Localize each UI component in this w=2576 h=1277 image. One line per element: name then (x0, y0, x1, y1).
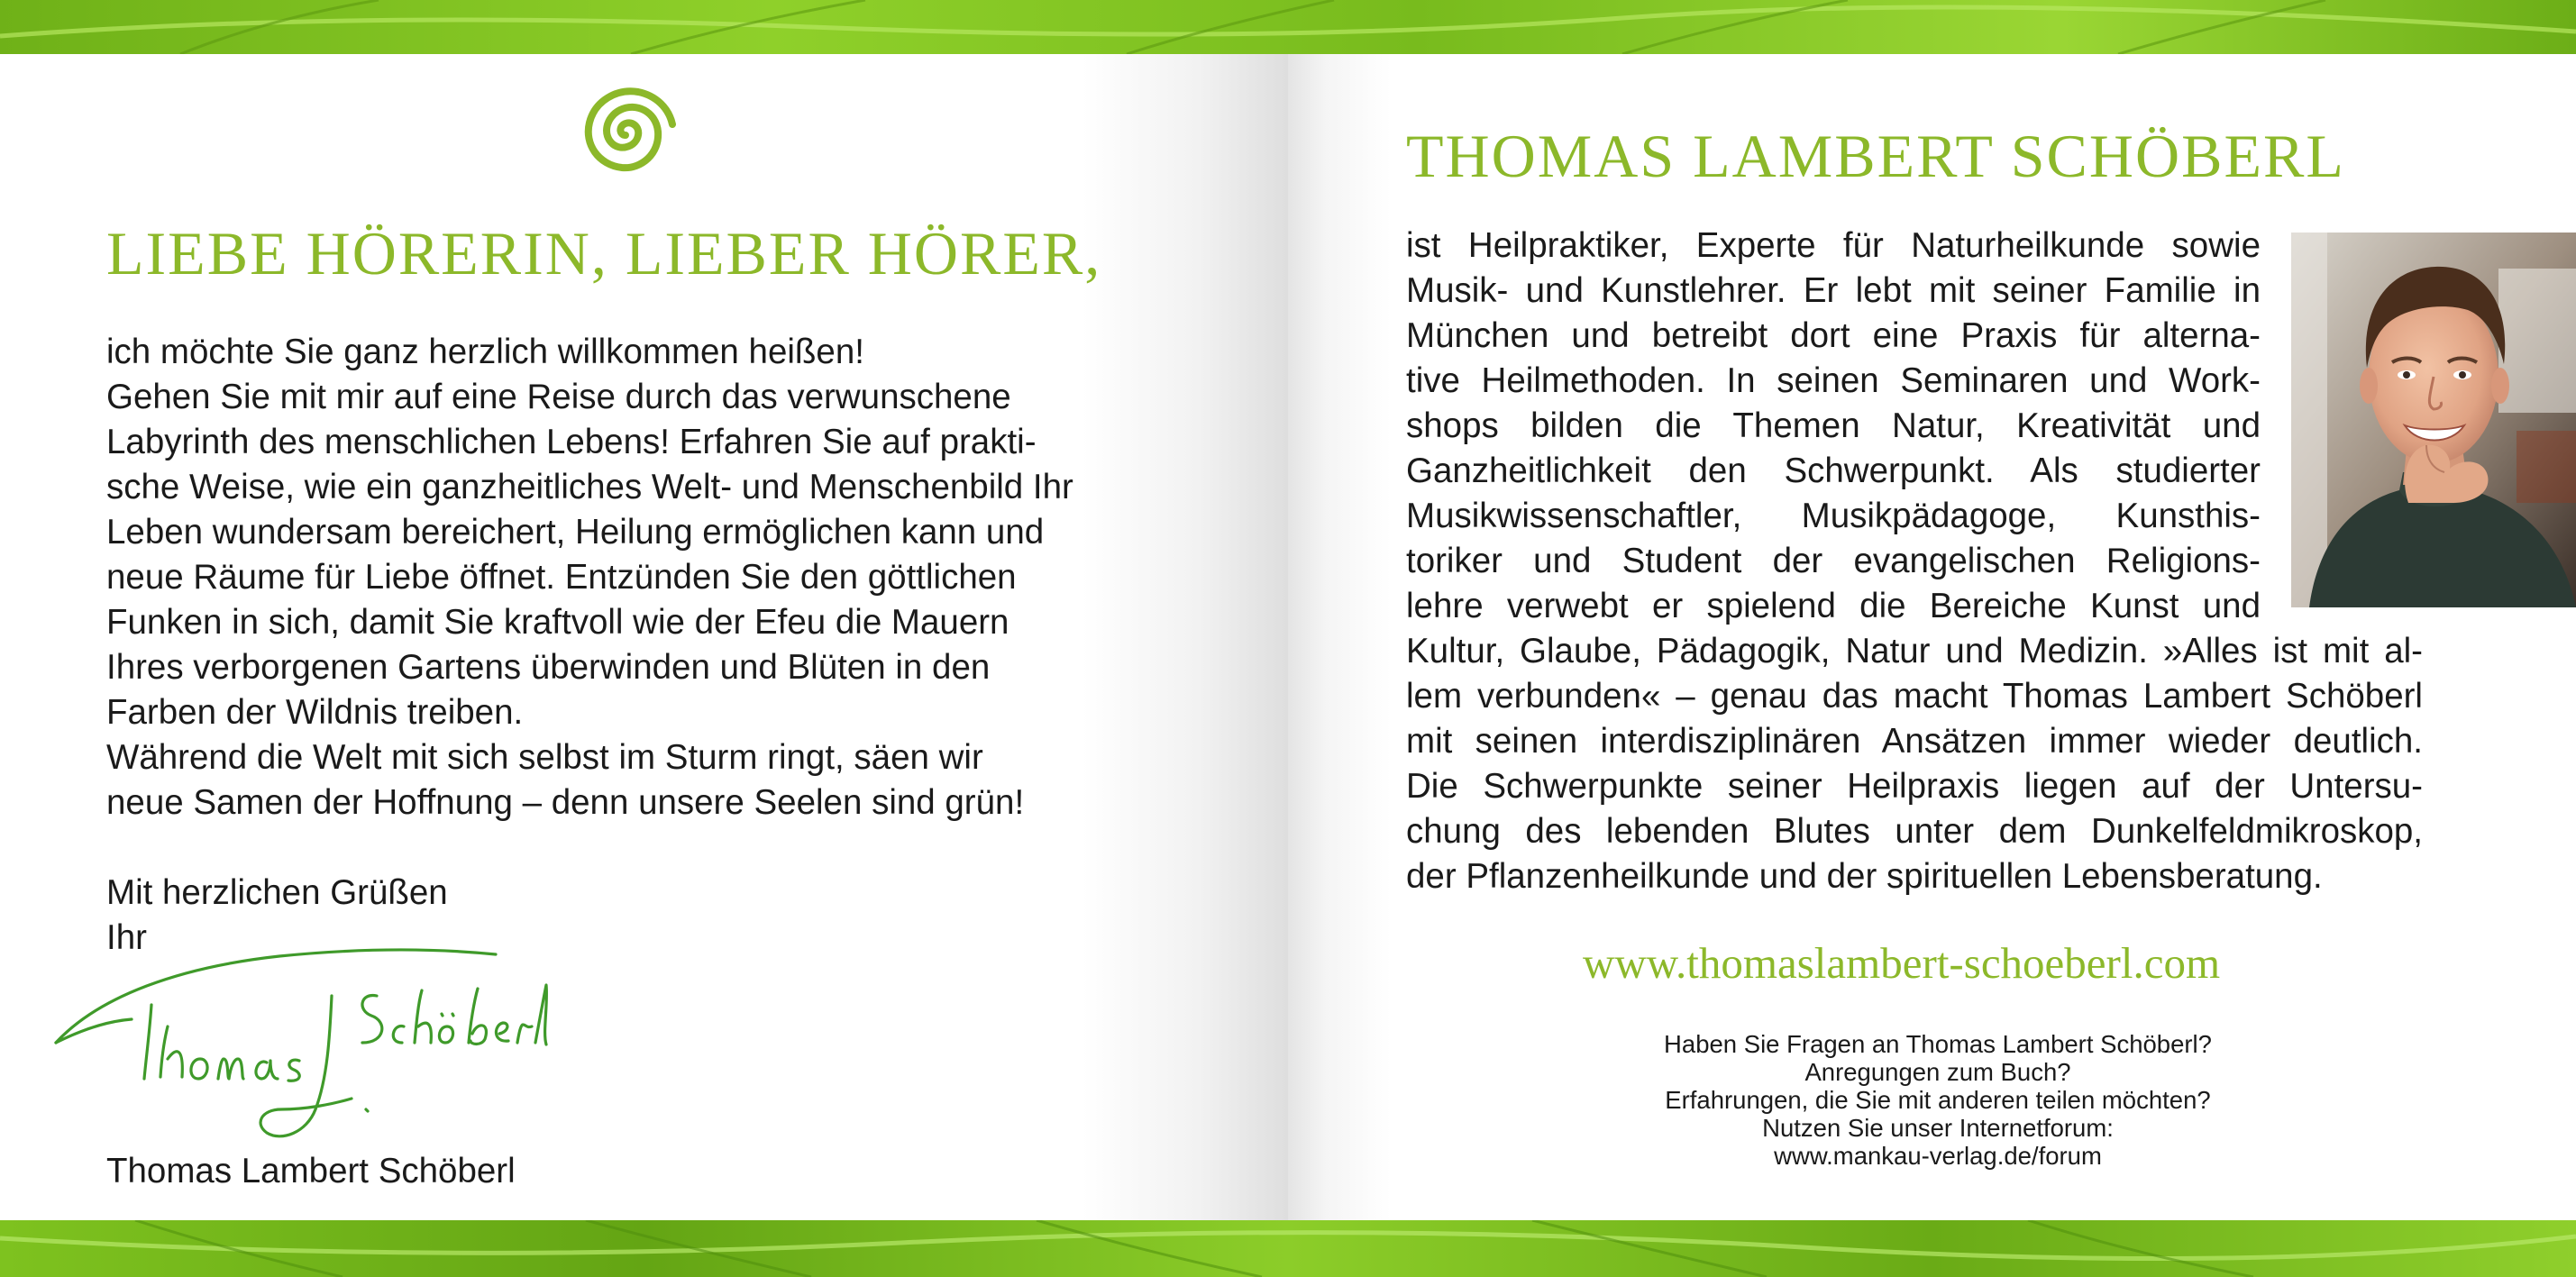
letter-line: neue Samen der Hoffnung – denn unsere Seelen sind grün! (106, 783, 1025, 822)
spiral-icon (566, 72, 685, 191)
author-bio (1406, 223, 2423, 899)
letter-line: sche Weise, wie ein ganzheitliches Welt- und Menschenbild Ihr (106, 468, 1073, 506)
letter-line: Gehen Sie mit mir auf eine Reise durch das verwunschene (106, 378, 1011, 416)
forum-link[interactable]: www.mankau-verlag.de/forum (1774, 1142, 2102, 1170)
bio-line: lehre verwebt er spielend die Bereiche Kunst und (1406, 587, 2261, 625)
paragraph-gap (106, 825, 1188, 871)
signed-name: Thomas Lambert Schöberl (106, 1152, 516, 1190)
letter-line: Funken in sich, damit Sie kraftvoll wie der Efeu die Mauern (106, 603, 1009, 642)
leaf-background-bottom (0, 1220, 2576, 1277)
forum-line: Haben Sie Fragen an Thomas Lambert Schöberl? (1664, 1030, 2212, 1058)
author-website-link[interactable]: www.thomaslambert-schoeberl.com (1583, 938, 2221, 988)
bio-line: München und betreibt dort eine Praxis für alterna- (1406, 316, 2261, 355)
author-heading: THOMAS LAMBERT SCHÖBERL (1406, 122, 2345, 190)
letter-line: Ihres verborgenen Gartens überwinden und Blüten in den (106, 648, 991, 687)
forum-line: Erfahrungen, die Sie mit anderen teilen möchten? (1665, 1086, 2211, 1114)
bio-line: Die Schwerpunkte seiner Heilpraxis liegen auf der Untersu- (1406, 767, 2423, 806)
bio-line: Kultur, Glaube, Pädagogik, Natur und Medizin. »Alles ist mit al- (1406, 632, 2423, 670)
bio-line: der Pflanzenheilkunde und der spirituellen Lebensberatung. (1406, 857, 2323, 896)
greeting-heading: LIEBE HÖRERIN, LIEBER HÖRER, (106, 219, 1102, 287)
letter-line: Farben der Wildnis treiben. (106, 693, 524, 732)
closing-line: Ihr (106, 918, 147, 957)
closing-line: Mit herzlichen Grüßen (106, 873, 448, 912)
bio-line: chung des lebenden Blutes unter dem Dunkelfeldmikroskop, (1406, 812, 2423, 851)
letter-line: ich möchte Sie ganz herzlich willkommen heißen! (106, 333, 864, 371)
bio-line: Musikwissenschaftler, Musikpädagoge, Kunsthis- (1406, 497, 2261, 535)
letter-line: Labyrinth des menschlichen Lebens! Erfahren Sie auf prakti- (106, 423, 1037, 461)
bio-line: lem verbunden« – genau das macht Thomas Lambert Schöberl (1406, 677, 2423, 716)
forum-line: Anregungen zum Buch? (1804, 1058, 2071, 1086)
bio-line: ist Heilpraktiker, Experte für Naturheilkunde sowie (1406, 226, 2261, 265)
handwritten-signature (45, 933, 550, 1167)
letter-line: Leben wundersam bereichert, Heilung ermöglichen kann und (106, 513, 1045, 552)
letter-line: neue Räume für Liebe öffnet. Entzünden Sie den göttlichen (106, 558, 1017, 597)
forum-line: Nutzen Sie unser Internetforum: (1762, 1114, 2114, 1142)
bio-line: shops bilden die Themen Natur, Kreativität und (1406, 406, 2261, 445)
bio-line: Musik- und Kunstlehrer. Er lebt mit seiner Familie in (1406, 271, 2261, 310)
forum-note (1586, 1030, 2289, 1170)
leaf-background-top (0, 0, 2576, 54)
bio-line: toriker und Student der evangelischen Religions- (1406, 542, 2261, 580)
bio-line: mit seinen interdisziplinären Ansätzen immer wieder deutlich. (1406, 722, 2423, 761)
bio-line: Ganzheitlichkeit den Schwerpunkt. Als studierter (1406, 452, 2261, 490)
letter-line: Während die Welt mit sich selbst im Sturm ringt, säen wir (106, 738, 983, 777)
letter-body (106, 330, 1188, 961)
bio-line: tive Heilmethoden. In seinen Seminaren und Work- (1406, 361, 2261, 400)
